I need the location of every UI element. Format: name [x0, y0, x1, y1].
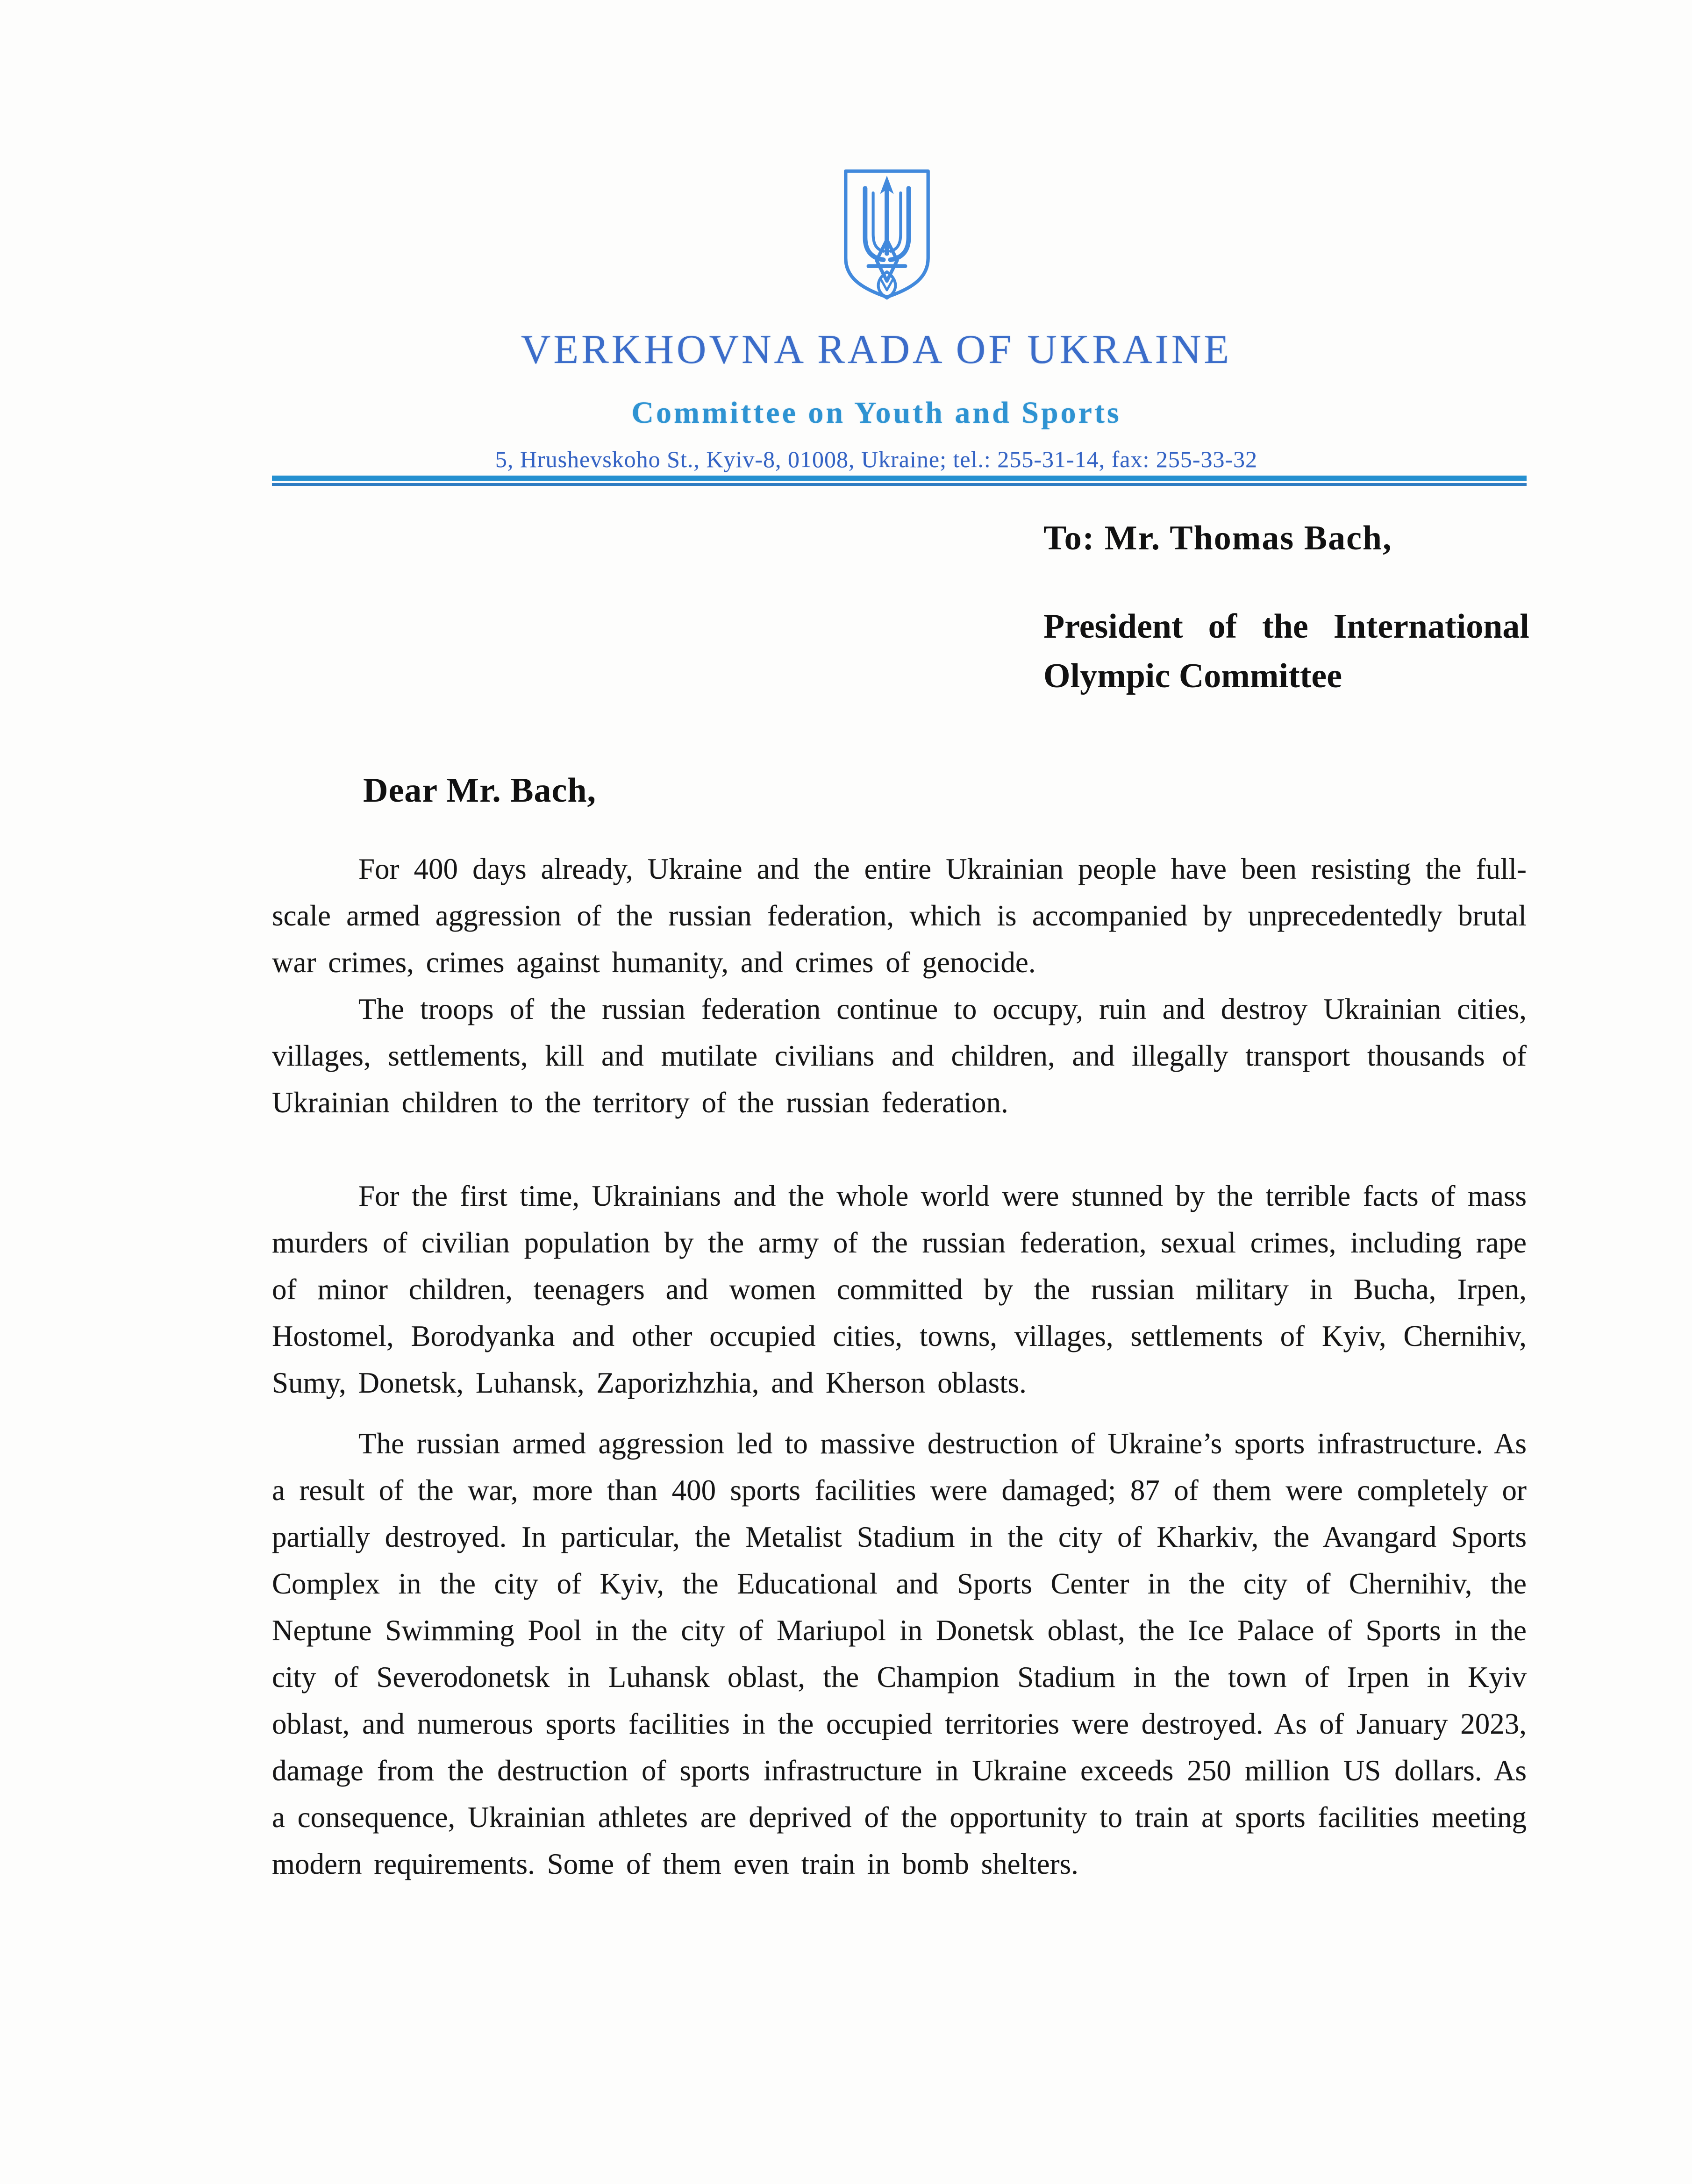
- divider-thick-line: [272, 476, 1527, 481]
- letterhead-divider: [272, 476, 1527, 486]
- committee-name: Committee on Youth and Sports: [631, 396, 1121, 430]
- recipient-title-line-1: President of the International: [1043, 607, 1529, 646]
- letter-body: [272, 846, 1527, 1887]
- letter-paragraph-2: The troops of the russian federation continue to occupy, ruin and destroy Ukrainian cities, villages, settlements, kill and mutilate civilians and children, and illegally transport thousands of Ukrainian children to the territory of the russian federation.: [272, 993, 1527, 1119]
- recipient-title-line-2: Olympic Committee: [1043, 657, 1342, 695]
- letter-paragraph-1: For 400 days already, Ukraine and the entire Ukrainian people have been resisting the full-scale armed aggression of the russian federation, which is accompanied by unprecedentedly brutal war crimes, crimes against humanity, and crimes of genocide.: [272, 853, 1527, 979]
- recipient-to-line: To: Mr. Thomas Bach,: [1043, 519, 1392, 557]
- salutation: Dear Mr. Bach,: [363, 771, 597, 810]
- letter-paragraph-3: For the first time, Ukrainians and the whole world were stunned by the terrible facts of mass murders of civilian population by the army of the russian federation, sexual crimes, including rape of minor children, teenagers and women committed by the russian military in Bucha, Irpen, Hostomel, Borodyanka and other occupied cities, towns, villages, settlements of Kyiv, Chernihiv, Sumy, Donetsk, Luhansk, Zaporizhzhia, and Kherson oblasts.: [272, 1180, 1527, 1399]
- letter-paragraph-4: The russian armed aggression led to massive destruction of Ukraine’s sports infrastructure. As a result of the war, more than 400 sports facilities were damaged; 87 of them were completely or partially destroyed. In particular, the Metalist Stadium in the city of Kharkiv, the Avangard Sports Complex in the city of Kyiv, the Educational and Sports Center in the city of Chernihiv, the Neptune Swimming Pool in the city of Mariupol in Donetsk oblast, the Ice Palace of Sports in the city of Severodonetsk in Luhansk oblast, the Champion Stadium in the town of Irpen in Kyiv oblast, and numerous sports facilities in the occupied territories were destroyed. As of January 2023, damage from the destruction of sports infrastructure in Ukraine exceeds 250 million US dollars. As a consequence, Ukrainian athletes are deprived of the opportunity to train at sports facilities meeting modern requirements. Some of them even train in bomb shelters.: [272, 1427, 1527, 1880]
- ukrainian-trident-emblem-icon: [841, 167, 933, 301]
- letterhead-address-line: 5, Hrushevskoho St., Kyiv-8, 01008, Ukraine; tel.: 255-31-14, fax: 255-33-32: [495, 446, 1258, 472]
- divider-thin-line: [272, 483, 1527, 486]
- organization-name: VERKHOVNA RADA OF UKRAINE: [521, 327, 1232, 372]
- recipient-block: [1043, 514, 1529, 701]
